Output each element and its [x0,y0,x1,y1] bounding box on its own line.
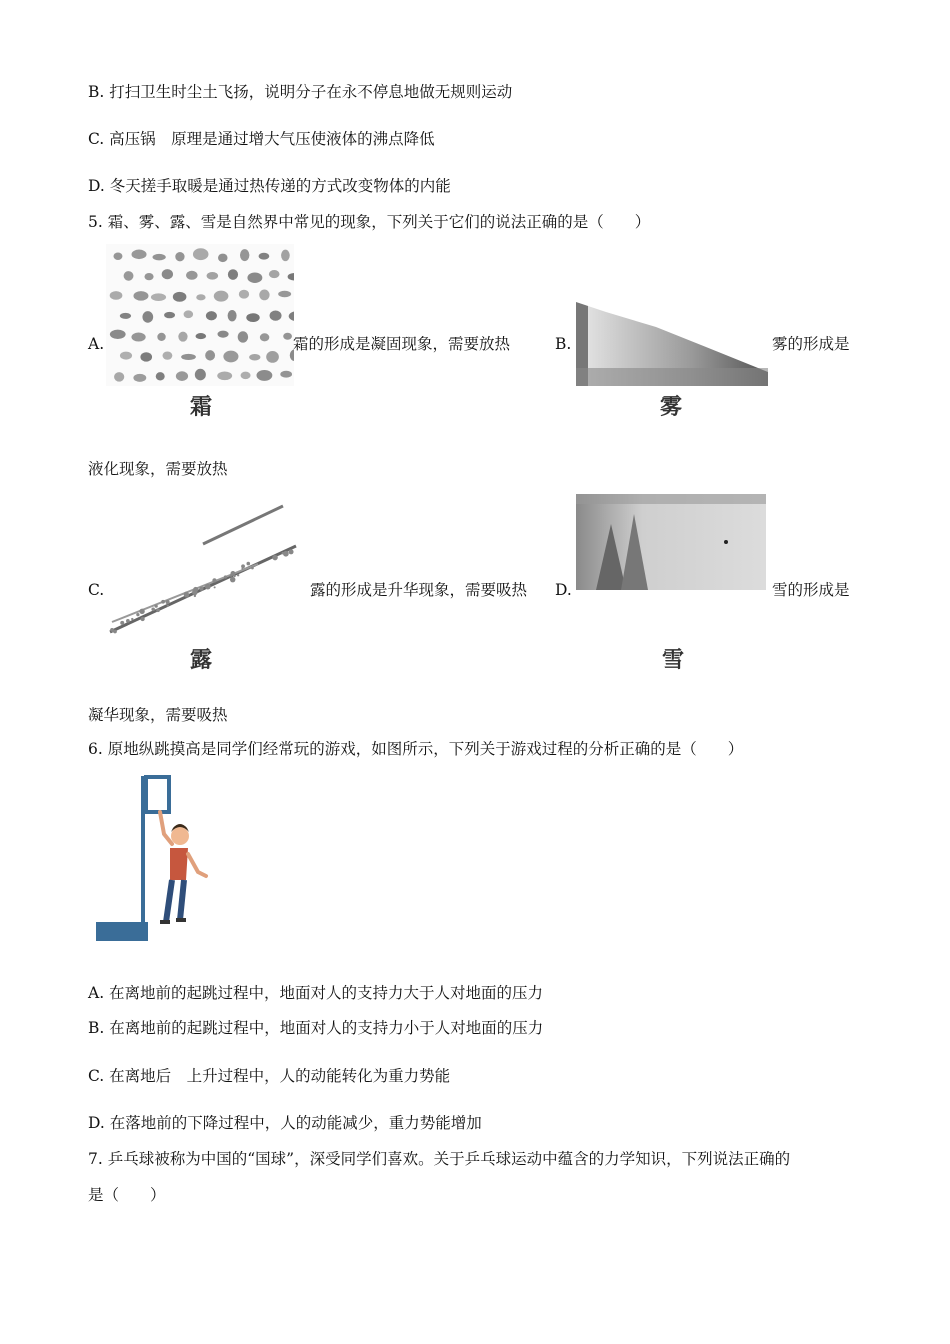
snow-image [576,494,766,590]
jump-reach-illustration [94,772,214,944]
frost-image [106,244,294,386]
q4-option-c: C. 高压锅 原理是通过增大气压使液体的沸点降低 [88,130,435,148]
q6-option-a: A. 在离地前的起跳过程中，地面对人的支持力大于人对地面的压力 [88,984,544,1002]
q5-option-c-caption: 露 [190,647,214,673]
q5-option-a-label: A. [88,335,105,353]
q5-stem: 5. 霜、雾、露、雪是自然界中常见的现象，下列关于它们的说法正确的是（ ） [88,213,651,231]
q5-option-b-caption: 雾 [660,394,684,420]
fog-image [576,302,768,386]
q7-stem-line1: 7. 乒乓球被称为中国的“国球”，深受同学们喜欢。关于乒乓球运动中蕴含的力学知识，下列说法正确的 [88,1150,791,1168]
q5-option-d-text-continued: 凝华现象，需要吸热 [88,706,228,724]
q5-option-c-text: 露的形成是升华现象，需要吸热 [310,581,528,599]
q6-option-b: B. 在离地前的起跳过程中，地面对人的支持力小于人对地面的压力 [88,1019,544,1037]
q5-option-b-text-start: 雾的形成是 [772,335,850,353]
q5-option-d-label: D. [555,581,572,599]
q5-option-d-caption: 雪 [662,647,686,673]
q4-option-d: D. 冬天搓手取暖是通过热传递的方式改变物体的内能 [88,177,451,195]
q5-option-b-text-continued: 液化现象，需要放热 [88,460,228,478]
q5-option-a-text: 霜的形成是凝固现象，需要放热 [293,335,511,353]
q6-stem: 6. 原地纵跳摸高是同学们经常玩的游戏，如图所示，下列关于游戏过程的分析正确的是（ ） [88,740,744,758]
q5-option-b-label: B. [555,335,572,353]
q4-option-b: B. 打扫卫生时尘土飞扬，说明分子在永不停息地做无规则运动 [88,83,513,101]
q6-option-c: C. 在离地后 上升过程中，人的动能转化为重力势能 [88,1067,451,1085]
q5-option-d-text-start: 雪的形成是 [772,581,850,599]
q6-option-d: D. 在落地前的下降过程中，人的动能减少，重力势能增加 [88,1114,482,1132]
q5-option-a-caption: 霜 [190,394,214,420]
q7-stem-line2: 是（ ） [88,1186,166,1204]
q5-option-c-label: C. [88,581,105,599]
dew-image [108,494,298,636]
